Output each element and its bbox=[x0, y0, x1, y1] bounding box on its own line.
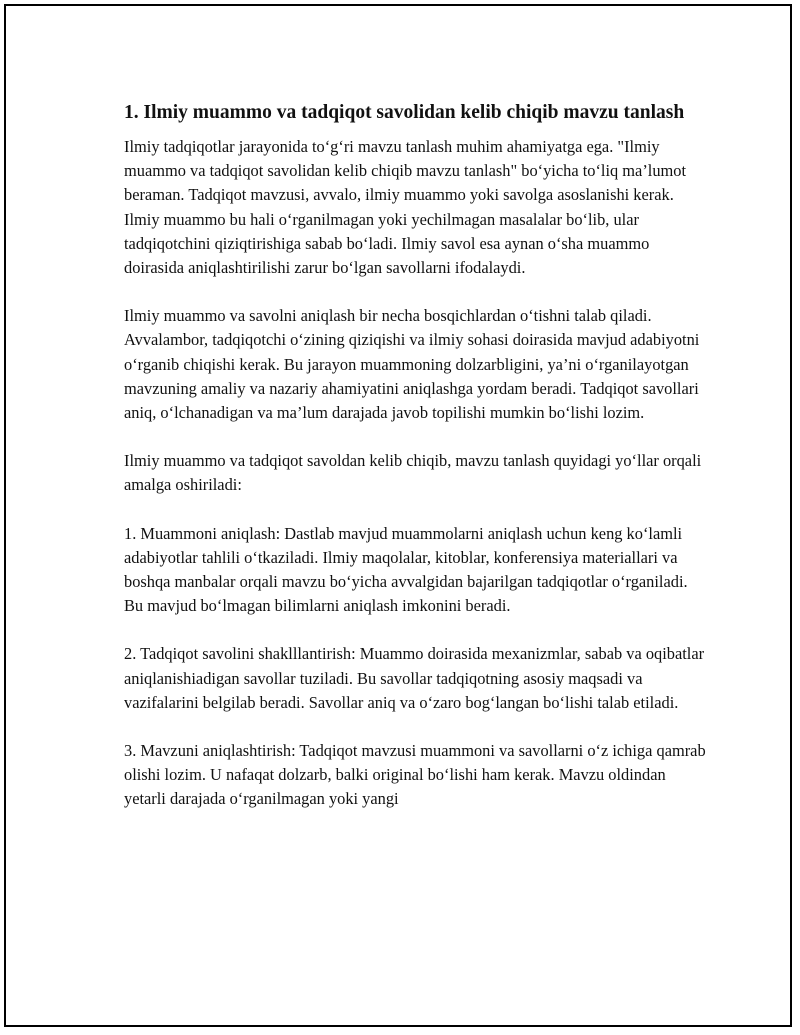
document-page bbox=[4, 4, 792, 1027]
paragraph-intro: Ilmiy tadqiqotlar jarayonida to‘g‘ri mavzu tanlash muhim ahamiyatga ega. "Ilmiy muammo va tadqiqot savolidan kelib chiqib mavzu tanlash" bo‘yicha to‘liq ma’lumot beraman. Tadqiqot mavzusi, avvalo, ilmiy muammo yoki savolga asoslanishi kerak. Ilmiy muammo bu hali o‘rganilmagan yoki yechilmagan masalalar bo‘lib, ular tadqiqotchini qiziqtirishiga sabab bo‘ladi. Ilmiy savol esa aynan o‘sha muammo doirasida aniqlashtirilishi zarur bo‘lgan savollarni ifodalaydi. bbox=[124, 137, 687, 278]
document-title: 1. Ilmiy muammo va tadqiqot savolidan kelib chiqib mavzu tanlash bbox=[124, 102, 685, 123]
paragraph-stages: Ilmiy muammo va savolni aniqlash bir necha bosqichlardan o‘tishni talab qiladi. Avvalambor, tadqiqotchi o‘zining qiziqishi va ilmiy sohasi doirasida mavjud adabiyotni o‘rganib chiqishi kerak. Bu jarayon muammoning dolzarbligini, ya’ni o‘rganilayotgan mavzuning amaliy va nazariy ahamiyatini aniqlashga yordam beradi. Tadqiqot savollari aniq, o‘lchanadigan va ma’lum darajada javob topilishi mumkin bo‘lishi lozim. bbox=[124, 306, 700, 423]
list-item-3: 3. Mavzuni aniqlashtirish: Tadqiqot mavzusi muammoni va savollarni o‘z ichiga qamrab olishi lozim. U nafaqat dolzarb, balki original bo‘lishi ham kerak. Mavzu oldindan yetarli darajada o‘rganilmagan yoki yangi bbox=[124, 741, 706, 809]
list-item-2: 2. Tadqiqot savolini shaklllantirish: Muammo doirasida mexanizmlar, sabab va oqibatlar aniqlanishiadigan savollar tuziladi. Bu savollar tadqiqotning asosiy maqsadi va vazifalarini belgilab beradi. Savollar aniq va o‘zaro bog‘langan bo‘lishi talab etiladi. bbox=[124, 644, 705, 712]
list-item-1: 1. Muammoni aniqlash: Dastlab mavjud muammolarni aniqlash uchun keng ko‘lamli adabiyotlar tahlili o‘tkaziladi. Ilmiy maqolalar, kitoblar, konferensiya materiallari va boshqa manbalar orqali mavzu bo‘yicha avvalgidan bajarilgan tadqiqotlar o‘rganiladi. Bu mavjud bo‘lmagan bilimlarni aniqlash imkonini beradi. bbox=[124, 523, 688, 616]
paragraph-ways-intro: Ilmiy muammo va tadqiqot savoldan kelib chiqib, mavzu tanlash quyidagi yo‘llar orqali amalga oshiriladi: bbox=[124, 451, 702, 495]
document-body bbox=[120, 99, 710, 836]
